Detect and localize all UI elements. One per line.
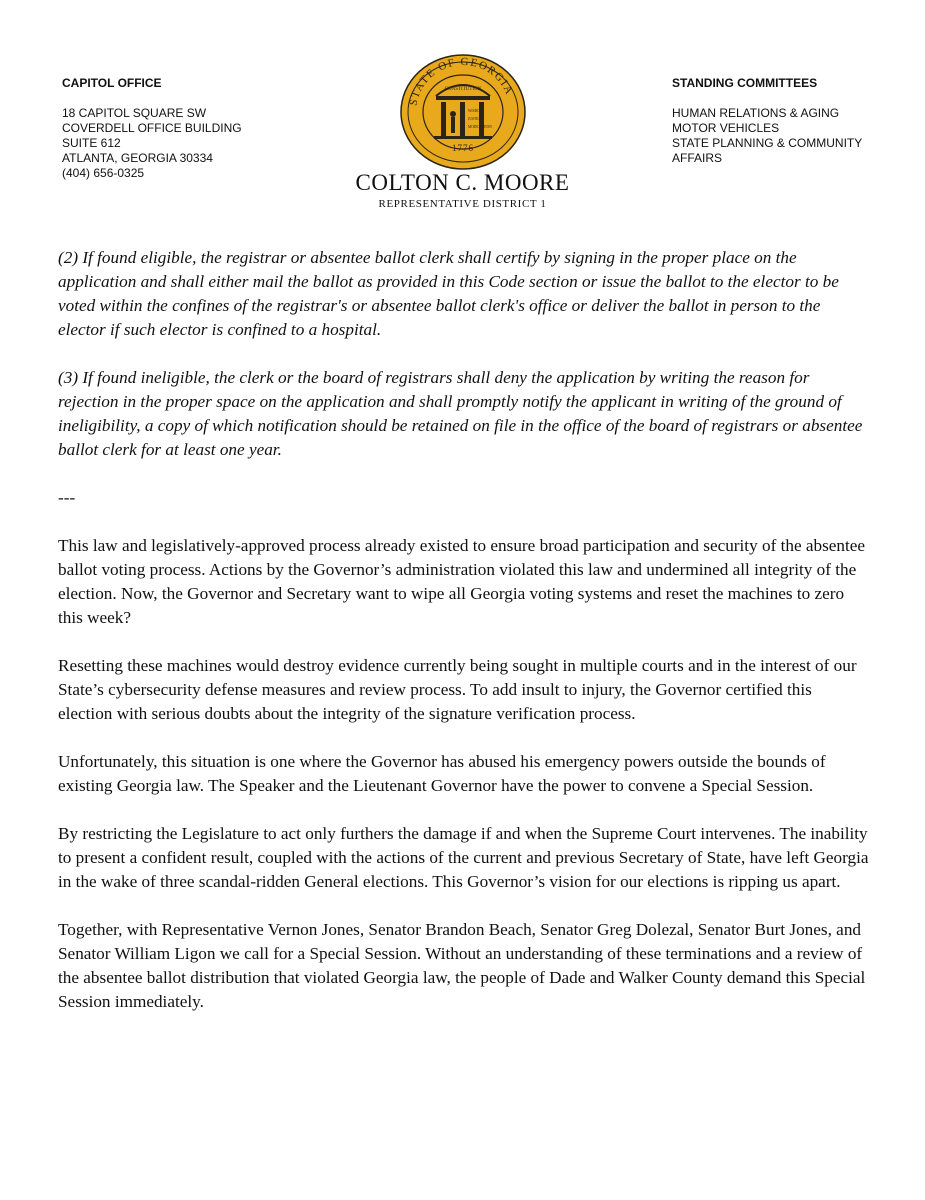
section-separator: ---: [58, 488, 76, 507]
seal-banner-text: CONSTITUTION: [444, 87, 482, 92]
paragraph-reset: Resetting these machines would destroy evidence currently being sought in multiple courts and in the interest of our State’s cybersecurity defense measures and review process. To add insult to injury, the Governor certified this election with serious doubts about the integrity of the signature verification process.: [58, 656, 857, 723]
capitol-phone: (404) 656-0325: [62, 166, 145, 180]
state-seal: [396, 54, 530, 170]
letter-body: [58, 246, 870, 1038]
capitol-address-line: 18 CAPITOL SQUARE SW: [62, 106, 207, 120]
capitol-address-line: SUITE 612: [62, 136, 121, 150]
paragraph-unfortunately: Unfortunately, this situation is one where the Governor has abused his emergency powers outside the bounds of existing Georgia law. The Speaker and the Lieutenant Governor have the power to convene a Special Session.: [58, 752, 826, 795]
code-paragraph-2: (2) If found eligible, the registrar or absentee ballot clerk shall certify by signing in the proper place on the application and shall either mail the ballot as provided in this Code section or issue the ballot to the elector to be voted within the confines of the registrar's or absentee ballot clerk's office or deliver the ballot in person to the elector if such elector is confined to a hospital.: [58, 248, 839, 339]
representative-district: REPRESENTATIVE DISTRICT 1: [378, 198, 547, 210]
seal-ring-text: STATE OF GEORGIA: [407, 55, 516, 107]
seal-year: 1776: [452, 143, 474, 153]
paragraph-together: Together, with Representative Vernon Jones, Senator Brandon Beach, Senator Greg Dolezal, Senator Burt Jones, and Senator William Ligon we call for a Special Session. Without an understanding of these terminations and a review of the absentee ballot distribution that violated Georgia law, the people of Dade and Walker County demand this Special Session immediately.: [58, 920, 866, 1011]
committee-item: HUMAN RELATIONS & AGING: [672, 106, 840, 120]
capitol-office-block: [62, 76, 322, 181]
capitol-address-line: ATLANTA, GEORGIA 30334: [62, 151, 213, 165]
standing-committees-block: [672, 76, 902, 166]
seal-justice: JUSTICE: [468, 117, 482, 121]
seal-moderation: MODERATION: [468, 125, 492, 129]
code-paragraph-3: (3) If found ineligible, the clerk or the board of registrars shall deny the application by writing the reason for rejection in the proper space on the application and shall promptly notify the applicant in writing of the ground of ineligibility, a copy of which notification should be retained on file in the office of the board of registrars or absentee ballot clerk for at least one year.: [58, 368, 863, 459]
paragraph-law: This law and legislatively-approved process already existed to ensure broad participation and security of the absentee ballot voting process. Actions by the Governor’s administration violated this law and undermined all integrity of the election. Now, the Governor and Secretary want to wipe all Georgia voting systems and reset the machines to zero this week?: [58, 536, 866, 627]
standing-committees-heading: STANDING COMMITTEES: [672, 76, 818, 90]
seal-wisdom: WISDOM: [468, 109, 483, 113]
committee-item: AFFAIRS: [672, 151, 723, 165]
georgia-seal-icon: [396, 54, 530, 170]
capitol-office-heading: CAPITOL OFFICE: [62, 76, 162, 90]
committee-item: MOTOR VEHICLES: [672, 121, 780, 135]
capitol-address-line: COVERDELL OFFICE BUILDING: [62, 121, 242, 135]
committee-item: STATE PLANNING & COMMUNITY: [672, 136, 863, 150]
paragraph-restricting: By restricting the Legislature to act only furthers the damage if and when the Supreme Court intervenes. The inability to present a confident result, coupled with the actions of the current and previous Secretary of State, have left Georgia in the wake of three scandal-ridden General elections. This Governor’s vision for our elections is ripping us apart.: [58, 824, 869, 891]
representative-name: COLTON C. MOORE: [355, 170, 570, 195]
